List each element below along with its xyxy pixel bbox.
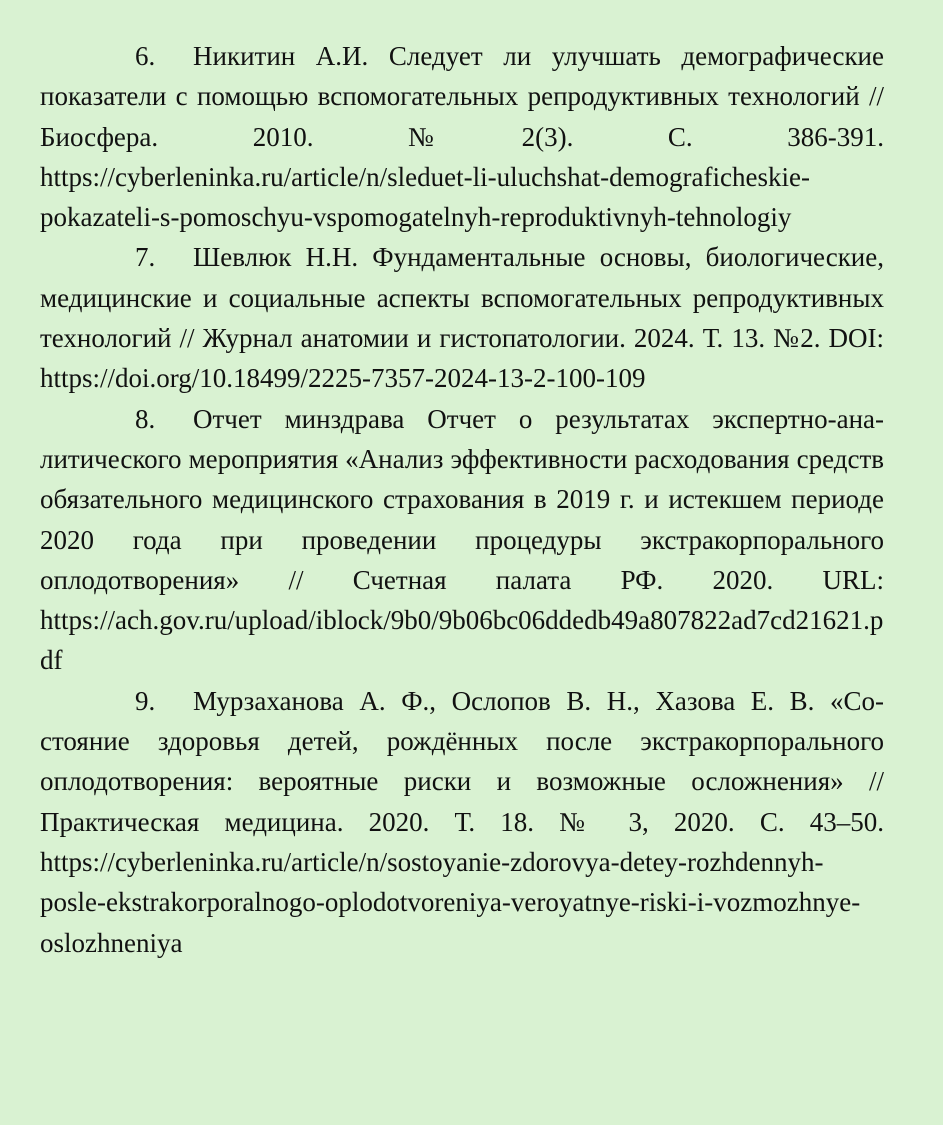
reference-url[interactable]: https://doi.org/10.18499/2225-7357-2024-13-2-100-109: [40, 363, 646, 394]
reference-number: 7.: [135, 242, 156, 273]
reference-item-6: [40, 36, 884, 237]
reference-item-7: [40, 237, 884, 398]
reference-url[interactable]: https://ach.gov.ru/upload/iblock/9b0/9b06bc06ddedb49a807822ad7cd21621.pdf: [40, 605, 884, 676]
reference-text: Шевлюк Н.Н. Фундаментальные основы, биологические, медицинские и социальные аспекты вспомогательных репродуктивных технологий // Журнал анатомии и гистопатологии. 2024. Т. 13. №2. DOI:: [40, 242, 884, 354]
reference-text: Отчет минздрава Отчет о результатах экспертно-аналитического мероприятия «Анализ эффективности расходования средств обязательного медицинского страхования в 2019 г. и истекшем периоде 2020 года при проведении процедуры экстракорпорального оплодотворения» // Счетная палата РФ. 2020. URL:: [40, 403, 884, 595]
reference-url[interactable]: https://cyberleninka.ru/article/n/sostoyanie-zdorovya-detey-rozhdennyh-posle-ekstrakorporalnogo-oplodotvoreniya-veroyatnye-riski-i-vozmozhnye-oslozhneniya: [40, 846, 861, 958]
reference-item-8: [40, 399, 884, 681]
reference-text: Мурзаханова А. Ф., Ослопов В. Н., Хазова Е. В. «Состояние здоровья детей, рождённых после экстракорпорального оплодотворения: вероятные риски и возможные осложнения» // Практическая медицина. 2020. Т. 18. № 3, 2020. С. 43–50.: [40, 685, 884, 837]
reference-url[interactable]: https://cyberleninka.ru/article/n/sleduet-li-uluchshat-demograficheskie-pokazateli-s-pomoschyu-vspomogatelnyh-reproduktivnyh-tehnologiy: [40, 161, 810, 233]
reference-text: Никитин А.И. Следует ли улучшать демографические показатели с помощью вспомогательных репродуктивных технологий // Биосфера. 2010. №2(3). С. 386-391.: [40, 41, 884, 152]
reference-list: [40, 36, 884, 963]
reference-number: 6.: [135, 41, 156, 71]
reference-number: 8.: [135, 403, 156, 434]
reference-item-9: [40, 681, 884, 963]
reference-number: 9.: [135, 685, 156, 716]
